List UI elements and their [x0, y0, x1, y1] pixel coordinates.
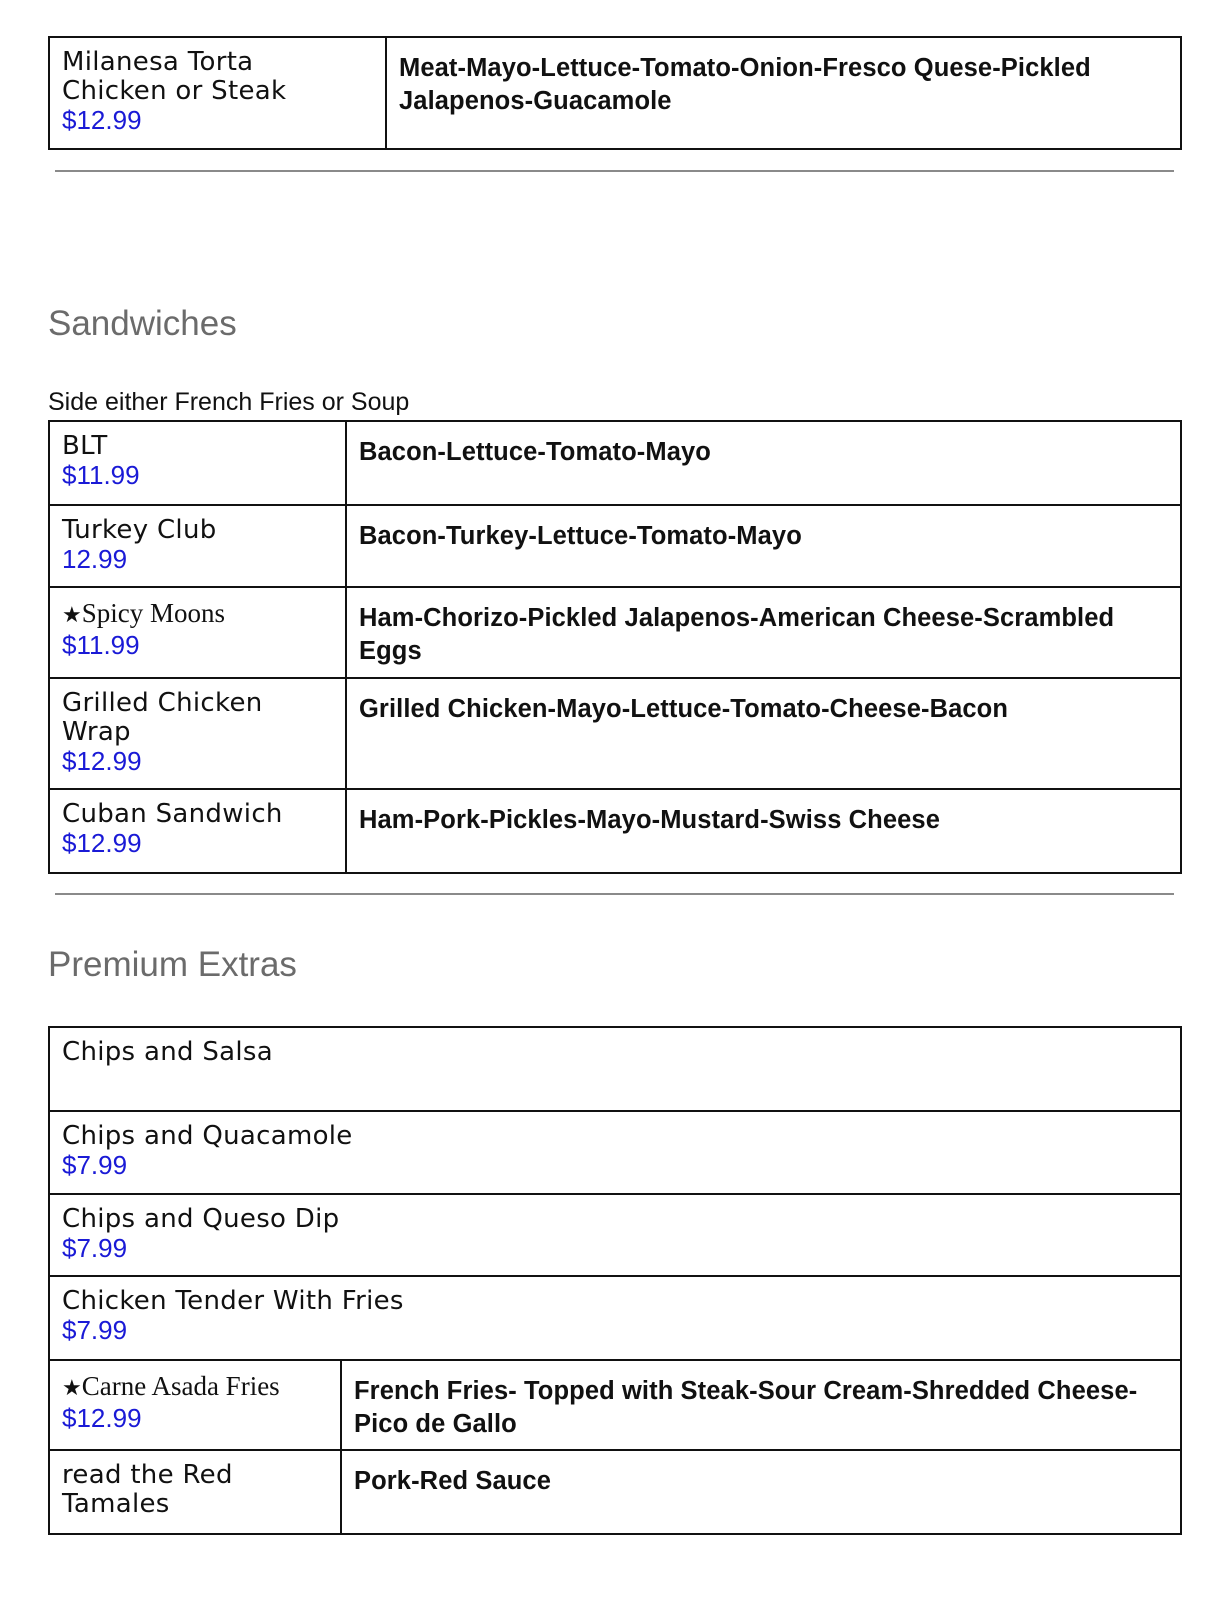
item-price: $12.99 — [62, 828, 142, 858]
item-name: Milanesa Torta — [62, 47, 254, 77]
menu-row — [49, 587, 1181, 678]
item-name-cell — [49, 1111, 1181, 1194]
item-name-text: Carne Asada Fries — [81, 1371, 280, 1401]
item-description: Pork-Red Sauce — [341, 1450, 1181, 1534]
item-name-cell — [49, 505, 346, 587]
section-divider — [55, 170, 1174, 172]
menu-row — [49, 1450, 1181, 1534]
star-icon: ★ — [62, 1376, 82, 1401]
item-name — [62, 598, 333, 631]
item-name — [62, 1371, 328, 1404]
item-description: Ham-Chorizo-Pickled Jalapenos-American Cheese-Scrambled Eggs — [346, 587, 1181, 678]
item-name: BLT — [62, 431, 108, 461]
item-name: Chicken Tender With Fries — [62, 1286, 404, 1316]
section-divider — [55, 893, 1174, 895]
item-name-text: Spicy Moons — [81, 598, 226, 628]
item-name-sub: Tamales — [62, 1489, 170, 1519]
item-name: Chips and Quacamole — [62, 1121, 353, 1151]
item-price: 12.99 — [62, 544, 128, 574]
menu-row — [49, 37, 1181, 149]
item-name: read the Red — [62, 1460, 233, 1490]
item-description: Grilled Chicken-Mayo-Lettuce-Tomato-Cheese-Bacon — [346, 678, 1181, 789]
item-name-cell — [49, 789, 346, 873]
item-price: $7.99 — [62, 1150, 128, 1180]
tortas-table — [48, 36, 1182, 150]
item-name: Cuban Sandwich — [62, 799, 283, 829]
item-name-cell — [49, 1194, 1181, 1276]
item-description: Meat-Mayo-Lettuce-Tomato-Onion-Fresco Quese-Pickled Jalapenos-Guacamole — [386, 37, 1181, 149]
menu-row — [49, 1111, 1181, 1194]
menu-row — [49, 421, 1181, 505]
item-name: Turkey Club — [62, 515, 217, 545]
item-name-cell — [49, 1276, 1181, 1360]
item-price: $12.99 — [62, 746, 142, 776]
menu-row — [49, 678, 1181, 789]
item-name-cell — [49, 678, 346, 789]
item-description: Bacon-Lettuce-Tomato-Mayo — [346, 421, 1181, 505]
item-name: Grilled Chicken — [62, 688, 263, 718]
menu-row — [49, 789, 1181, 873]
item-name-cell — [49, 1360, 341, 1450]
item-name-cell — [49, 37, 386, 149]
item-name-cell — [49, 421, 346, 505]
item-name-cell — [49, 1450, 341, 1534]
star-icon: ★ — [62, 603, 82, 628]
section-title-premium-extras: Premium Extras — [48, 945, 297, 984]
premium-extras-table — [48, 1026, 1182, 1535]
item-description: French Fries- Topped with Steak-Sour Cream-Shredded Cheese-Pico de Gallo — [341, 1360, 1181, 1450]
item-name: Chips and Salsa — [62, 1037, 273, 1067]
section-title-sandwiches: Sandwiches — [48, 304, 237, 343]
menu-row — [49, 1276, 1181, 1360]
section-note: Side either French Fries or Soup — [48, 388, 410, 416]
item-name-cell — [49, 1027, 1181, 1111]
item-price: $7.99 — [62, 1315, 128, 1345]
item-description: Bacon-Turkey-Lettuce-Tomato-Mayo — [346, 505, 1181, 587]
menu-row — [49, 505, 1181, 587]
item-price: $11.99 — [62, 630, 140, 660]
item-description: Ham-Pork-Pickles-Mayo-Mustard-Swiss Cheese — [346, 789, 1181, 873]
item-name-sub: Chicken or Steak — [62, 76, 287, 106]
item-price: $12.99 — [62, 1403, 142, 1433]
sandwiches-table — [48, 420, 1182, 874]
menu-row — [49, 1027, 1181, 1111]
item-price: $7.99 — [62, 1233, 128, 1263]
item-price: $12.99 — [62, 105, 142, 135]
menu-row — [49, 1194, 1181, 1276]
item-price: $11.99 — [62, 460, 140, 490]
item-name-sub: Wrap — [62, 717, 131, 747]
item-name-cell — [49, 587, 346, 678]
menu-row — [49, 1360, 1181, 1450]
item-name: Chips and Queso Dip — [62, 1204, 340, 1234]
